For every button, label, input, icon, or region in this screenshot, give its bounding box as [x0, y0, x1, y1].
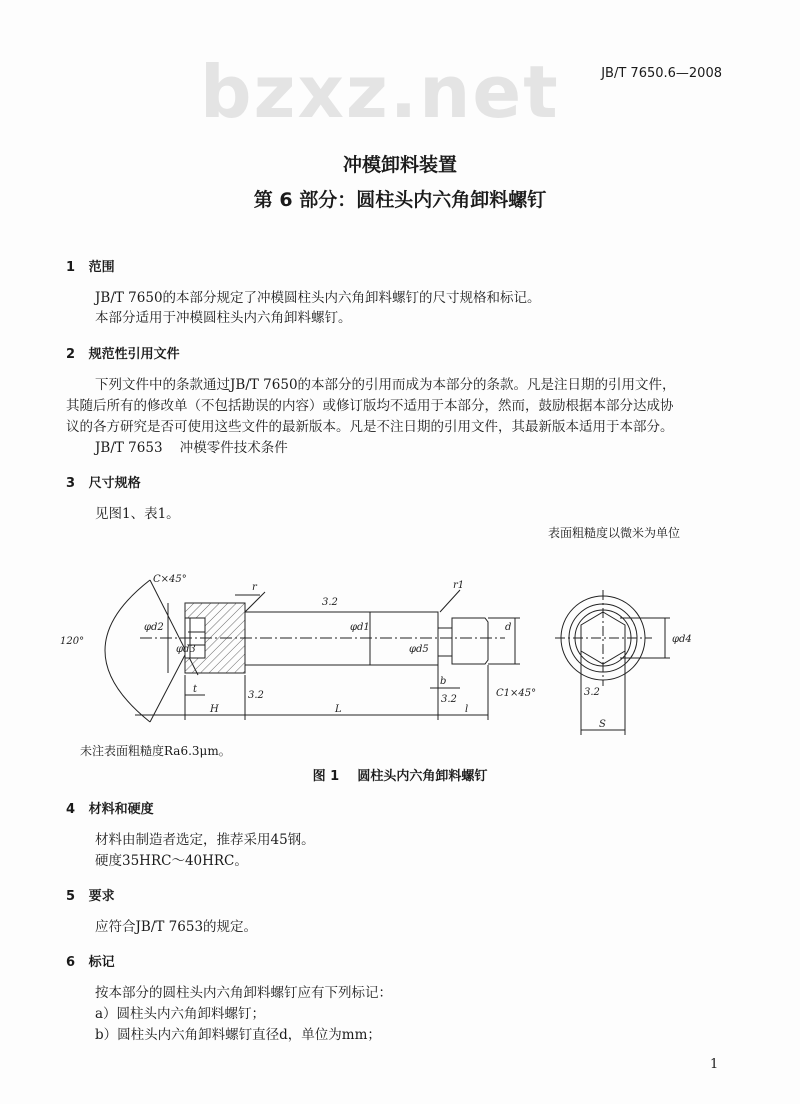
section-2-para: 议的各方研究是否可使用这些文件的最新版本。凡是不注日期的引用文件，其最新版本适用于本部分。: [66, 419, 674, 435]
d3-label: φd3: [176, 644, 196, 655]
d1-label: φd1: [350, 622, 370, 633]
roughness-unit-note: 表面粗糙度以微米为单位: [548, 526, 681, 540]
screw-thread: [452, 618, 488, 664]
section-1-heading: 1 范围: [66, 260, 115, 275]
watermark: bzxz.net: [200, 50, 560, 134]
roughness-label: 3.2: [441, 694, 457, 705]
fillet-r-label: r: [252, 582, 257, 593]
section-2-para: 下列文件中的条款通过JB/T 7650的本部分的引用而成为本部分的条款。凡是注日期的引用文件，: [95, 377, 676, 393]
section-4-para: 硬度35HRC～40HRC。: [95, 853, 248, 869]
section-3-heading: 3 尺寸规格: [66, 476, 141, 491]
fillet-r1-label: r1: [453, 580, 465, 591]
section-2-para: 其随后所有的修改单（不包括勘误的内容）或修订版均不适用于本部分，然而，鼓励根据本部分达成协: [66, 398, 674, 414]
section-1-para: JB/T 7650的本部分规定了冲模圆柱头内六角卸料螺钉的尺寸规格和标记。: [95, 290, 541, 306]
section-6-list-item: b）圆柱头内六角卸料螺钉直径d，单位为mm；: [95, 1027, 381, 1043]
L-label: L: [335, 704, 342, 715]
section-2-para: JB/T 7653 冲模零件技术条件: [95, 440, 288, 456]
d2-label: φd2: [144, 622, 164, 633]
section-5-heading: 5 要求: [66, 889, 115, 904]
roughness-top-label: 3.2: [322, 597, 338, 608]
section-4-heading: 4 材料和硬度: [66, 802, 154, 817]
section-4-para: 材料由制造者选定，推荐采用45钢。: [95, 832, 315, 848]
d-label: d: [505, 622, 512, 633]
c1-chamfer-label: C1×45°: [496, 688, 537, 699]
angle-arc: [105, 580, 150, 722]
section-6-heading: 6 标记: [66, 955, 115, 970]
roughness-label: 3.2: [584, 687, 600, 698]
section-6-para: 按本部分的圆柱头内六角卸料螺钉应有下列标记：: [95, 985, 392, 1001]
section-2-heading: 2 规范性引用文件: [66, 347, 180, 362]
section-1-para: 本部分适用于冲模圆柱头内六角卸料螺钉。: [95, 310, 352, 326]
t-label: t: [193, 684, 198, 695]
title-line-1: 冲模卸料装置: [342, 154, 457, 176]
section-5-para: 应符合JB/T 7653的规定。: [95, 919, 258, 935]
section-3-para: 见图1、表1。: [95, 506, 180, 522]
roughness-label: 3.2: [248, 690, 264, 701]
page-number: 1: [710, 1057, 719, 1072]
H-label: H: [210, 704, 219, 715]
standard-number: JB/T 7650.6—2008: [601, 66, 722, 81]
figure-1-drawing: [60, 550, 740, 750]
chamfer-label: C×45°: [153, 574, 187, 585]
b-label: b: [440, 676, 447, 687]
roughness-note: 未注表面粗糙度Ra6.3μm。: [80, 744, 231, 758]
angle-label: 120°: [60, 636, 85, 647]
title-line-2: 第 6 部分：圆柱头内六角卸料螺钉: [253, 189, 547, 211]
d4-label: φd4: [672, 634, 692, 645]
d5-label: φd5: [409, 644, 429, 655]
figure-caption: 图 1 圆柱头内六角卸料螺钉: [312, 769, 488, 784]
section-6-list-item: a）圆柱头内六角卸料螺钉；: [95, 1006, 266, 1022]
l-label: l: [465, 704, 469, 715]
S-label: S: [599, 719, 606, 730]
